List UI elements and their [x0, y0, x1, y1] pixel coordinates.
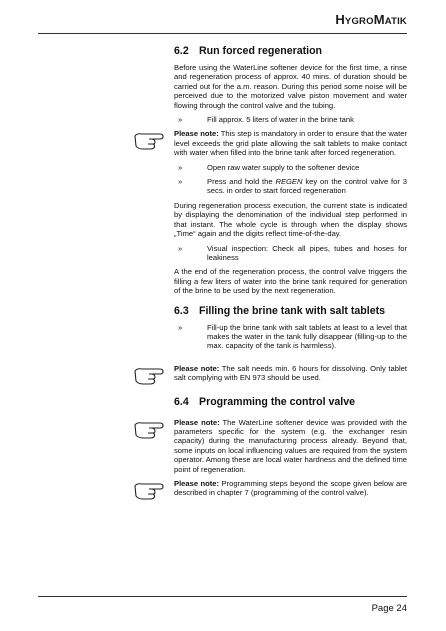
note-block: Please note: Programming steps beyond the scope given below are described in chapter 7 (programming of the control valve). — [174, 479, 407, 498]
bullet-item: » Fill-up the brine tank with salt tablets at least to a level that makes the water in the tank fully disappear (filling-up to the max. capacity of the tank is harmless). — [178, 322, 407, 351]
paragraph: During regeneration process execution, the current state is indicated by displaying the denomination of the individual step performed in that instant. The whole cycle is through when the display shows „Time“ again and the digits reflect time-of-the-day. — [174, 200, 407, 239]
note-block: Please note: The salt needs min. 6 hours for dissolving. Only tablet salt complying with EN 973 should be used. — [174, 364, 407, 383]
section-heading-6-3: 6.3 Filling the brine tank with salt tablets — [174, 304, 386, 317]
pointing-hand-icon — [134, 130, 168, 150]
paragraph: A the end of the regeneration process, the control valve triggers the filling a few liters of water into the brine tank required for generation of the brine to be used by the next regeneration. — [174, 267, 407, 296]
note-block: Please note: This step is mandatory in order to ensure that the water level exceeds the grid plate allowing the salt tablets to make contact with water when filled into the brine tank after forced regeneration. — [174, 129, 407, 157]
pointing-hand-icon — [134, 480, 168, 500]
paragraph: Before using the WaterLine softener device for the first time, a rinse and regeneration process of approx. 40 mins. of duration should be carried out for the a.m. reason. During this period some noise will be perceived due to the motorized valve piston movement and water flowing through the control valve and the tubing. — [174, 63, 407, 110]
page-content — [174, 45, 407, 498]
pointing-hand-icon — [134, 365, 168, 385]
pointing-hand-icon — [134, 419, 168, 439]
bullet-item: » Fill approx. 5 liters of water in the brine tank — [178, 115, 354, 125]
bullet-item: » Visual inspection: Check all pipes, tubes and hoses for leakiness — [178, 243, 407, 262]
header-rule — [38, 33, 407, 34]
bullet-item: » Open raw water supply to the softener device — [178, 162, 360, 172]
section-heading-6-2: 6.2 Run forced regeneration — [174, 45, 323, 57]
section-heading-6-4: 6.4 Programming the control valve — [174, 395, 355, 408]
note-block: Please note: The WaterLine softener device was provided with the parameters specific for the system (e.g. the exchanger resin capacity) during the manufacturing process already. Beyond that, some inputs on local influencing values are required from the system operator. Among these are local water hardness and the defined time point of regeneration. — [174, 418, 407, 474]
page-number: Page 24 — [371, 603, 407, 614]
bullet-item: » Press and hold the REGEN key on the control valve for 3 secs. in order to start forced regeneration — [178, 177, 407, 196]
footer-rule — [38, 596, 407, 597]
brand-logo: HYGROMATIK — [335, 12, 407, 27]
